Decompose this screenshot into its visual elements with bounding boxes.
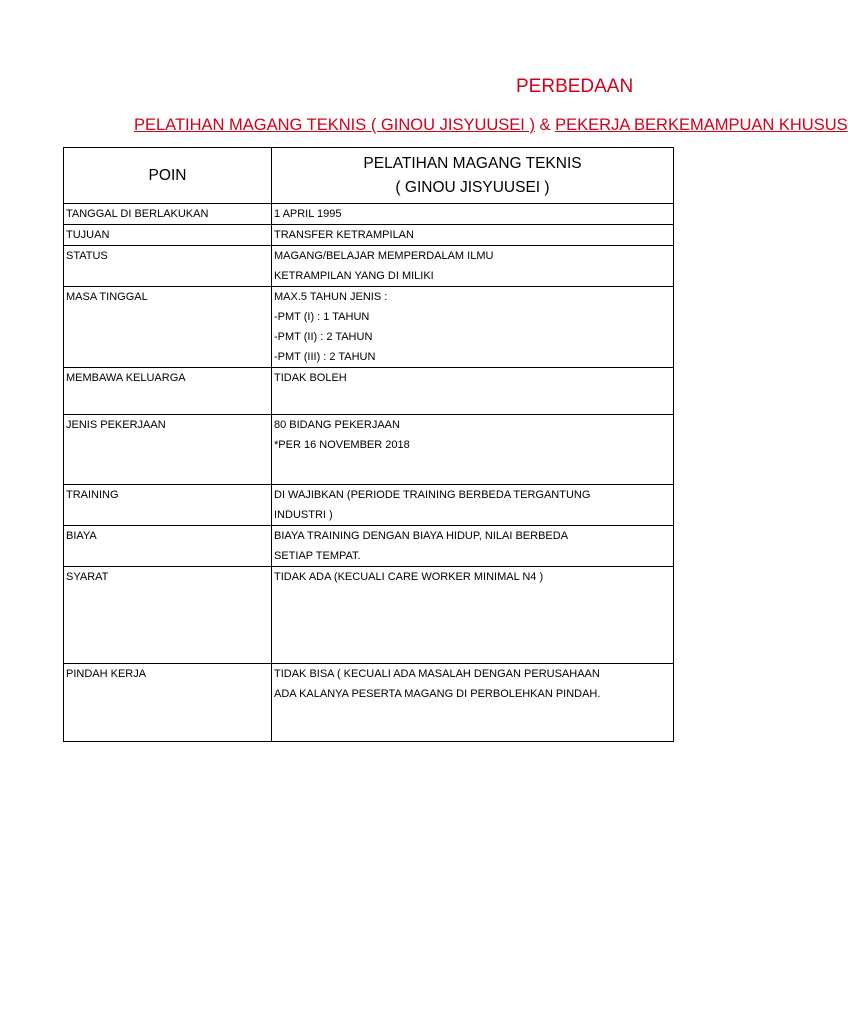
table-row [64,664,674,742]
table-row [64,368,674,415]
row-value-line: TIDAK ADA (KECUALI CARE WORKER MINIMAL N4 ) [274,571,544,583]
row-value-line: MAGANG/BELAJAR MEMPERDALAM ILMU [274,250,494,262]
table-header-row [64,148,674,204]
row-value-line: SETIAP TEMPAT. [274,550,361,562]
subtitle-program-name: PELATIHAN MAGANG TEKNIS ( GINOU JISYUUSEI ) [134,116,535,134]
row-value-line: ADA KALANYA PESERTA MAGANG DI PERBOLEHKAN PINDAH. [274,688,601,700]
row-value-cell [272,287,674,368]
row-point-cell: TANGGAL DI BERLAKUKAN [64,204,272,225]
row-value-line: DI WAJIBKAN (PERIODE TRAINING BERBEDA TERGANTUNG [274,489,591,501]
row-point-cell: MEMBAWA KELUARGA [64,368,272,415]
subtitle-separator: & [534,116,556,134]
row-point-cell: STATUS [64,246,272,287]
row-value-line: -PMT (I) : 1 TAHUN [274,311,370,323]
row-point-cell: MASA TINGGAL [64,287,272,368]
row-value-line: 80 BIDANG PEKERJAAN [274,419,400,431]
table-row [64,287,674,368]
table-row [64,246,674,287]
table-row [64,225,674,246]
row-value-line: -PMT (III) : 2 TAHUN [274,351,376,363]
row-point-cell: SYARAT [64,567,272,664]
header-program-cell [272,148,674,204]
row-point-cell: TUJUAN [64,225,272,246]
table-row [64,204,674,225]
row-point-cell: PINDAH KERJA [64,664,272,742]
document-title: PERBEDAAN [516,76,634,97]
row-value-line: *PER 16 NOVEMBER 2018 [274,439,410,451]
row-value-cell [272,664,674,742]
row-point-cell: TRAINING [64,485,272,526]
subtitle-other-program-name: PEKERJA BERKEMAMPUAN KHUSUS [555,116,848,134]
document-subtitle [134,116,848,135]
row-value-line: TIDAK BISA ( KECUALI ADA MASALAH DENGAN PERUSAHAAN [274,668,600,680]
header-point-cell: POIN [64,148,272,204]
row-point-cell: BIAYA [64,526,272,567]
row-value-line: -PMT (II) : 2 TAHUN [274,331,373,343]
row-point-cell: JENIS PEKERJAAN [64,415,272,485]
comparison-table [63,147,674,742]
row-value-cell [272,246,674,287]
row-value-cell [272,567,674,664]
table-row [64,415,674,485]
row-value-cell [272,485,674,526]
row-value-line: TIDAK BOLEH [274,372,347,384]
row-value-cell [272,415,674,485]
row-value-line: TRANSFER KETRAMPILAN [274,229,414,241]
row-value-cell [272,368,674,415]
row-value-line: BIAYA TRAINING DENGAN BIAYA HIDUP, NILAI BERBEDA [274,530,569,542]
row-value-cell [272,204,674,225]
row-value-cell [272,526,674,567]
table-row [64,526,674,567]
row-value-line: MAX.5 TAHUN JENIS : [274,291,388,303]
row-value-cell [272,225,674,246]
row-value-line: KETRAMPILAN YANG DI MILIKI [274,270,434,282]
header-program-line: ( GINOU JISYUUSEI ) [395,178,550,196]
row-value-line: 1 APRIL 1995 [274,208,342,220]
row-value-line: INDUSTRI ) [274,509,333,521]
table-row [64,567,674,664]
table-row [64,485,674,526]
header-program-line: PELATIHAN MAGANG TEKNIS [363,154,582,172]
